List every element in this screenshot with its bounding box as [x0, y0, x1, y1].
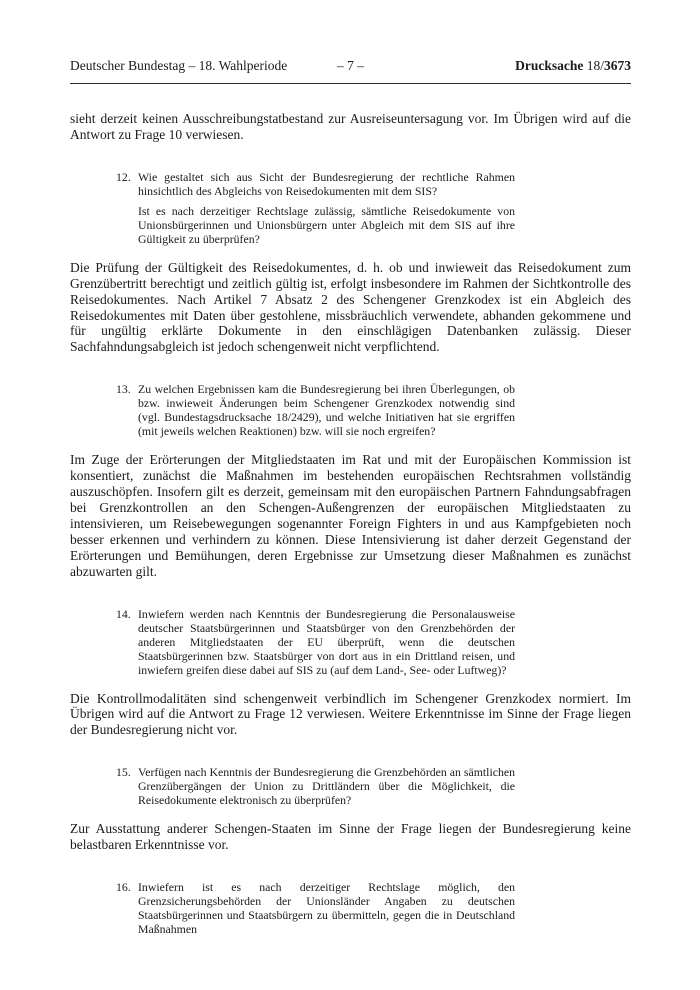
document-header — [70, 58, 631, 83]
question-text: Ist es nach derzeitiger Rechtslage zulässig, sämtliche Reisedokumente von Unionsbürgerinnen und Unionsbürgern unter Abgleich mit dem SIS auf ihre Gültigkeit zu überprüfen? — [138, 203, 515, 246]
question-text: Verfügen nach Kenntnis der Bundesregierung die Grenzbehörden an sämtlichen Grenzübergängen der Union zu Drittländern über die Möglichkeit, die Reisedokumente elektronisch zu überprüfen? — [138, 765, 515, 808]
question-number: 16. — [116, 880, 131, 895]
question-block-12 — [116, 170, 515, 246]
answer-paragraph-14: Die Kontrollmodalitäten sind schengenweit verbindlich im Schengener Grenzkodex normiert. Im Übrigen wird auf die Antwort zu Frage 12 verwiesen. Weitere Erkenntnisse im Sinne der Frage liegen der Bundesregierung nicht vor. — [70, 690, 631, 738]
question-text: Inwiefern ist es nach derzeitiger Rechtslage möglich, den Grenzsicherungsbehörden der Unionsländer Angaben zu deutschen Staatsbürgerinnen und Staatsbürgern zu übermitteln, gegen die in Deutschland Maßnahmen — [138, 880, 515, 937]
drucksache-number: 3673 — [604, 58, 631, 73]
question-body — [138, 607, 515, 677]
question-block-16 — [116, 880, 515, 936]
intro-paragraph: sieht derzeit keinen Ausschreibungstatbestand zur Ausreiseuntersagung vor. Im Übrigen wird auf die Antwort zu Frage 10 verwiesen. — [70, 111, 631, 142]
answer-paragraph-15: Zur Ausstattung anderer Schengen-Staaten im Sinne der Frage liegen der Bundesregierung keine belastbaren Erkenntnisse vor. — [70, 821, 631, 853]
question-body — [138, 170, 515, 246]
header-drucksache — [515, 58, 631, 74]
question-text: Inwiefern werden nach Kenntnis der Bundesregierung die Personalausweise deutscher Staatsbürgerinnen und Staatsbürger von den Grenzbehörden der anderen Mitgliedstaaten der EU überprüft, wenn die deutschen Staatsbürgerinnen bzw. Staatsbürger von dort aus in ein Drittland reisen, und inwiefern greifen diese dabei auf SIS zu (auf dem Land-, See- oder Luftweg)? — [138, 606, 515, 677]
drucksache-series: 18/ — [586, 58, 604, 73]
question-text: Zu welchen Ergebnissen kam die Bundesregierung bei ihren Überlegungen, ob bzw. inwieweit Änderungen beim Schengener Grenzkodex notwendig sind (vgl. Bundestagsdrucksache 18/2429), und welche Initiativen hat sie ergriffen (mit jeweils welchen Reaktionen) bzw. will sie noch ergreifen? — [138, 382, 515, 439]
question-block-13 — [116, 382, 515, 438]
header-page-number: – 7 – — [337, 58, 364, 73]
drucksache-label: Drucksache — [515, 58, 587, 73]
document-body — [70, 84, 631, 936]
answer-paragraph-12: Die Prüfung der Gültigkeit des Reisedokumentes, d. h. ob und inwieweit das Reisedokument zum Grenzübertritt berechtigt und zeitlich gültig ist, erfolgt insbesondere im Rahmen der Sichtkontrolle des Reisedokumentes. Nach Artikel 7 Absatz 2 des Schengener Grenzkodex ist ein Abgleich des Reisedokumentes mit Daten über gestohlene, missbräuchlich verwendete, abhanden gekommene und für ungültig erklärte Dokumente in den einschlägigen Datenbanken zulässig. Dieser Sachfahndungsabgleich ist jedoch schengenweit nicht verpflichtend. — [70, 259, 631, 355]
question-number: 12. — [116, 169, 131, 184]
question-body — [138, 880, 515, 936]
question-body — [138, 382, 515, 438]
question-body — [138, 765, 515, 807]
question-block-14 — [116, 607, 515, 677]
question-text: Wie gestaltet sich aus Sicht der Bundesregierung der rechtliche Rahmen hinsichtlich des Abgleichs von Reisedokumenten mit dem SIS? — [138, 169, 515, 198]
question-number: 13. — [116, 382, 131, 397]
question-number: 15. — [116, 765, 131, 780]
header-edition: Deutscher Bundestag – 18. Wahlperiode — [70, 58, 288, 73]
question-block-15 — [116, 765, 515, 807]
question-number: 14. — [116, 606, 131, 621]
answer-paragraph-13: Im Zuge der Erörterungen der Mitgliedstaaten im Rat und mit der Europäischen Kommission ist konsentiert, zunächst die Maßnahmen im bestehenden europäischen Rechtsrahmen vollständig auszuschöpfen. Insofern gilt es derzeit, gemeinsam mit den europäischen Partnern Fahndungsabfragen bei Grenzkontrollen an den Schengen-Außengrenzen der europäischen Mitgliedstaaten zu intensivieren, um Reisebewegungen sogenannter Foreign Fighters in und aus Kampfgebieten noch besser erkennen und verhindern zu können. Diese Intensivierung ist daher derzeit Gegenstand der Erörterungen und Bemühungen, deren Ergebnisse zur Umsetzung dieser Maßnahmen es zunächst abzuwarten gilt. — [70, 452, 631, 579]
